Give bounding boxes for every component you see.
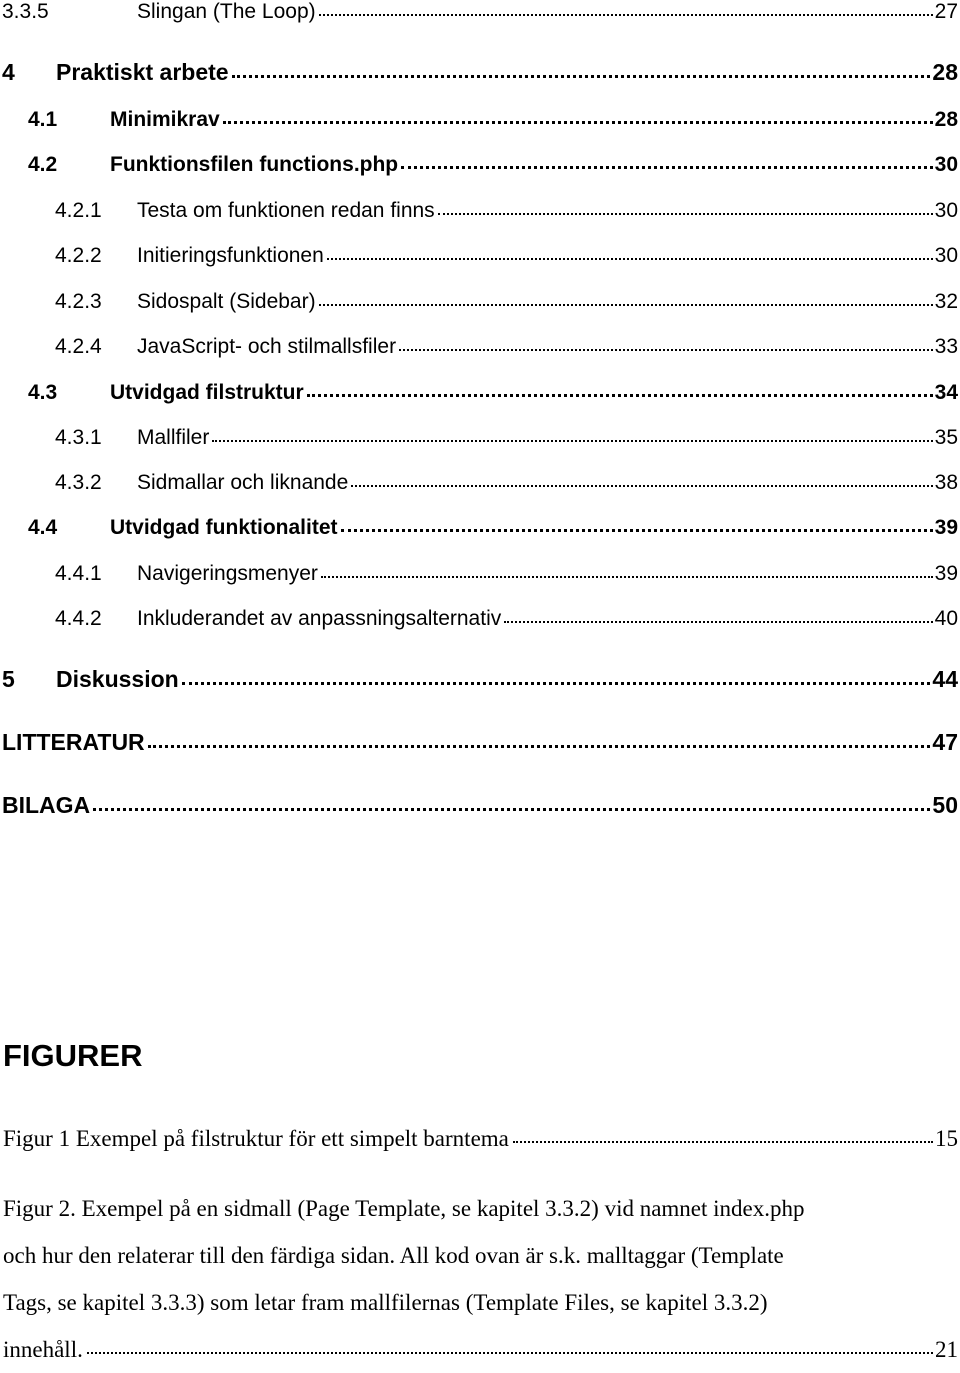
toc-entry[interactable] [55,336,958,357]
toc-entry-page: 28 [934,108,958,131]
dot-leader [504,621,932,623]
toc-entry-title: Navigeringsmenyer [137,562,318,585]
toc-entry-page: 47 [932,729,958,755]
toc-entry[interactable] [2,668,958,691]
dot-leader [87,1352,933,1354]
dot-leader [182,682,931,685]
dot-leader [307,394,933,397]
toc-entry-page: 27 [934,0,958,23]
figure-entry[interactable] [3,1115,958,1162]
figure-entry[interactable] [3,1185,958,1373]
dot-leader [399,349,933,351]
dot-leader [401,166,933,169]
toc-entry-page: 44 [932,666,958,692]
toc-entry-title: Sidospalt (Sidebar) [137,290,316,313]
toc-entry-page: 50 [932,792,958,818]
figure-entry-text: Figur 2. Exempel på en sidmall (Page Template, se kapitel 3.3.2) vid namnet index.php [3,1196,805,1221]
toc-entry[interactable] [2,1,958,22]
toc-entry-number: 4 [2,59,15,85]
toc-entry-page: 35 [934,426,958,449]
toc-entry-number: 4.2.3 [55,290,102,313]
toc-entry[interactable] [55,563,958,584]
toc-entry-number: 4.2.1 [55,199,102,222]
toc-entry-title: Inkluderandet av anpassningsalternativ [137,607,502,630]
toc-entry-page: 28 [932,59,958,85]
figure-entry-line [3,1185,958,1232]
figure-entry-text: Tags, se kapitel 3.3.3) som letar fram mallfilernas (Template Files, se kapitel 3.3.2) [3,1290,768,1315]
toc-entry-number: 3.3.5 [2,0,49,23]
toc-entry[interactable] [28,154,958,175]
toc-entry-number: 4.4 [28,516,58,539]
toc-entry-page: 34 [934,381,958,404]
dot-leader [212,440,932,442]
toc-entry-number: 4.2.4 [55,335,102,358]
dot-leader [319,304,933,306]
toc-entry-title: Utvidgad funktionalitet [110,516,338,539]
toc-entry-title: Slingan (The Loop) [137,0,316,23]
toc-entry[interactable] [55,200,958,221]
toc-entry-number: 4.1 [28,108,58,131]
toc-entry-title: Sidmallar och liknande [137,471,349,494]
toc-entry-title: BILAGA [2,792,91,818]
toc-entry-title: Funktionsfilen functions.php [110,153,399,176]
toc-entry[interactable] [55,608,958,629]
toc-entry-title: Diskussion [56,666,179,692]
figures-heading: FIGURER [3,1038,143,1073]
toc-entry[interactable] [2,731,958,754]
dot-leader [351,485,932,487]
toc-entry-title: Utvidgad filstruktur [110,381,304,404]
toc-entry-number: 4.3.2 [55,471,102,494]
dot-leader [341,529,933,532]
toc-entry-page: 33 [934,335,958,358]
dot-leader [148,745,931,748]
figure-entry-text: Figur 1 Exempel på filstruktur för ett simpelt barntema [3,1126,509,1151]
figure-entry-page: 21 [935,1337,958,1362]
toc-entry-number: 4.4.1 [55,562,102,585]
toc-entry-page: 39 [934,516,958,539]
dot-leader [93,808,930,811]
dot-leader [321,576,933,578]
dot-leader [327,258,933,260]
toc-entry-title: LITTERATUR [2,729,145,755]
figure-entry-line [3,1232,958,1279]
toc-entry-number: 5 [2,666,15,692]
toc-entry[interactable] [2,794,958,817]
toc-entry-page: 32 [934,290,958,313]
toc-entry-page: 30 [934,199,958,222]
figure-entry-line [3,1326,958,1373]
toc-entry-title: Mallfiler [137,426,210,449]
toc-entry[interactable] [2,61,958,84]
toc-entry-page: 30 [934,153,958,176]
toc-entry-number: 4.2.2 [55,244,102,267]
toc-entry[interactable] [55,291,958,312]
toc-entry-number: 4.3 [28,381,58,404]
toc-entry-title: Initieringsfunktionen [137,244,324,267]
toc-entry-page: 38 [934,471,958,494]
figure-entry-line [3,1115,958,1162]
toc-entry-title: Minimikrav [110,108,220,131]
toc-entry-number: 4.2 [28,153,58,176]
dot-leader [319,14,933,16]
dot-leader [513,1141,933,1143]
toc-entry-page: 40 [934,607,958,630]
toc-entry[interactable] [28,382,958,403]
toc-entry[interactable] [28,109,958,130]
toc-entry-title: Testa om funktionen redan finns [137,199,435,222]
dot-leader [223,121,933,124]
toc-entry-number: 4.4.2 [55,607,102,630]
toc-entry-page: 39 [934,562,958,585]
figure-entry-text: innehåll. [3,1337,83,1362]
figure-entry-page: 15 [935,1126,958,1151]
toc-entry-title: Praktiskt arbete [56,59,229,85]
toc-entry[interactable] [28,517,958,538]
toc-entry-title: JavaScript- och stilmallsfiler [137,335,397,358]
toc-entry[interactable] [55,427,958,448]
dot-leader [438,213,933,215]
figure-entry-line [3,1279,958,1326]
figure-entry-text: och hur den relaterar till den färdiga sidan. All kod ovan är s.k. malltaggar (Template [3,1243,784,1268]
dot-leader [232,75,931,78]
toc-entry-page: 30 [934,244,958,267]
toc-entry-number: 4.3.1 [55,426,102,449]
toc-entry[interactable] [55,245,958,266]
toc-entry[interactable] [55,472,958,493]
